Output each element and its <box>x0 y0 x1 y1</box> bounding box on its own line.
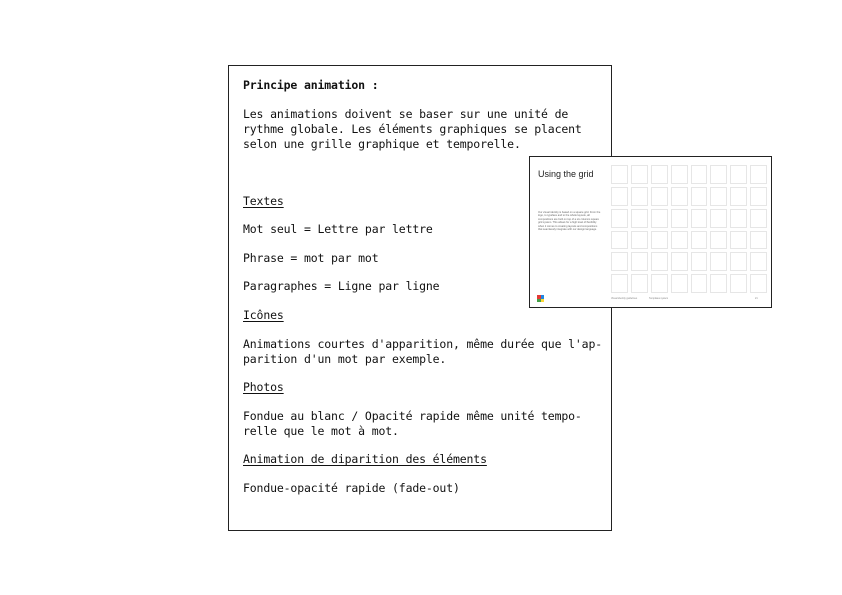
grid-cell <box>611 274 628 293</box>
grid-cell <box>730 252 747 271</box>
grid-cell <box>651 187 668 206</box>
grid-cell <box>691 274 708 293</box>
photos-heading: Photos <box>243 380 284 394</box>
intro-line-1: Les animations doivent se baser sur une unité de <box>243 107 569 121</box>
grid-cell <box>691 165 708 184</box>
grid-cell <box>611 252 628 271</box>
grid-cell <box>730 187 747 206</box>
intro-line-2: rythme globale. Les éléments graphiques se placent <box>243 122 582 136</box>
slide-grid <box>611 165 767 293</box>
textes-item-1: Mot seul = Lettre par lettre <box>243 222 433 236</box>
slide-title: Using the grid <box>538 169 594 179</box>
grid-cell <box>611 165 628 184</box>
grid-cell <box>651 209 668 228</box>
textes-item-2: Phrase = mot par mot <box>243 251 379 265</box>
intro-line-3: selon une grille graphique et temporelle. <box>243 137 521 151</box>
grid-cell <box>730 209 747 228</box>
grid-cell <box>611 187 628 206</box>
grid-cell <box>651 274 668 293</box>
grid-cell <box>611 209 628 228</box>
grid-cell <box>710 187 727 206</box>
grid-cell <box>691 231 708 250</box>
icones-line-1: Animations courtes d'apparition, même durée que l'ap- <box>243 337 603 351</box>
grid-cell <box>651 165 668 184</box>
grid-cell <box>671 231 688 250</box>
grid-cell <box>730 274 747 293</box>
slide-page-number: 21 <box>755 297 758 300</box>
slide-body: Our visual identity is based on a square grid. From the logo, to typeface and to the whole layouts, all compositions are built on top of a six columns square grid system. This allows for a high level of flexibility when it comes to creating layouts and compositions that seamlessly integrate with our design language. <box>538 211 601 232</box>
disparition-line-1: Fondue-opacité rapide (fade-out) <box>243 481 460 495</box>
slide-footer-mid: Templates system <box>649 297 669 300</box>
textes-heading: Textes <box>243 194 284 208</box>
grid-cell <box>691 252 708 271</box>
grid-cell <box>710 252 727 271</box>
grid-cell <box>651 252 668 271</box>
grid-cell <box>750 252 767 271</box>
grid-slide-thumbnail <box>529 156 772 308</box>
grid-cell <box>691 187 708 206</box>
grid-cell <box>710 274 727 293</box>
grid-cell <box>631 209 648 228</box>
logo-square-yellow <box>541 299 545 303</box>
grid-cell <box>750 274 767 293</box>
grid-cell <box>710 231 727 250</box>
grid-cell <box>631 165 648 184</box>
page-title: Principe animation : <box>243 78 379 92</box>
grid-cell <box>631 187 648 206</box>
grid-cell <box>750 209 767 228</box>
grid-cell <box>730 165 747 184</box>
brand-logo-icon <box>537 295 544 302</box>
grid-cell <box>671 274 688 293</box>
grid-cell <box>631 231 648 250</box>
grid-cell <box>750 187 767 206</box>
grid-cell <box>631 252 648 271</box>
grid-cell <box>750 231 767 250</box>
disparition-heading: Animation de diparition des éléments <box>243 452 487 466</box>
photos-line-1: Fondue au blanc / Opacité rapide même unité tempo- <box>243 409 582 423</box>
grid-cell <box>651 231 668 250</box>
grid-cell <box>710 209 727 228</box>
grid-cell <box>671 165 688 184</box>
grid-cell <box>671 187 688 206</box>
grid-cell <box>671 252 688 271</box>
grid-cell <box>691 209 708 228</box>
grid-cell <box>750 165 767 184</box>
icones-line-2: parition d'un mot par exemple. <box>243 352 447 366</box>
textes-item-3: Paragraphes = Ligne par ligne <box>243 279 440 293</box>
grid-cell <box>730 231 747 250</box>
slide-footer-left: Visual identity guidelines <box>611 297 638 300</box>
grid-cell <box>611 231 628 250</box>
grid-cell <box>671 209 688 228</box>
photos-line-2: relle que le mot à mot. <box>243 424 399 438</box>
icones-heading: Icônes <box>243 308 284 322</box>
grid-cell <box>631 274 648 293</box>
grid-cell <box>710 165 727 184</box>
